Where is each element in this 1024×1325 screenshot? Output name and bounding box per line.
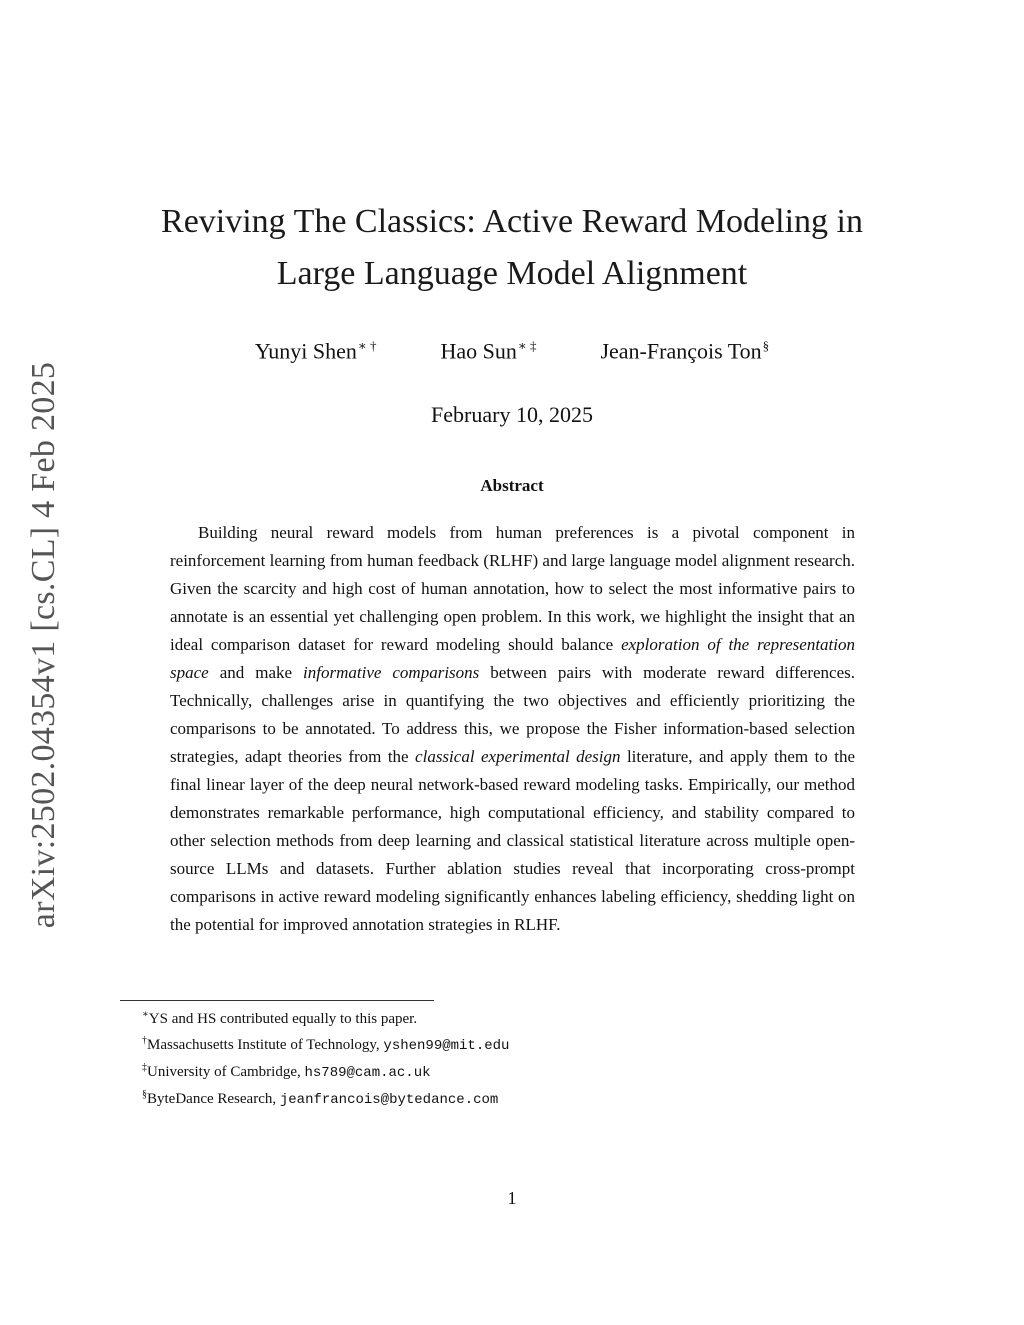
email-yshen[interactable]: yshen99@mit.edu — [383, 1038, 510, 1054]
arxiv-side-identifier: arXiv:2502.04354v1 [cs.CL] 4 Feb 2025 — [25, 361, 62, 929]
abstract-body: Building neural reward models from human preferences is a pivotal component in reinforcement learning from human feedback (RLHF) and large language model alignment research. Given the scarcity and high cost of human annotation, how to select the most informative pairs to annotate is an essential yet challenging open problem. In this work, we highlight the insight that an ideal comparison dataset for reward modeling should balance exploration of the representation space and make informative comparisons between pairs with moderate reward differences. Technically, challenges arise in quantifying the two objectives and efficiently prioritizing the comparisons to be annotated. To address this, we propose the Fisher information-based selection strategies, adapt theories from the classical experimental design literature, and apply them to the final linear layer of the deep neural network-based reward modeling tasks. Empirically, our method demonstrates remarkable performance, high computational efficiency, and stability compared to other selection methods from deep learning and classical statistical literature across multiple open-source LLMs and datasets. Further ablation studies reveal that incorporating cross-prompt comparisons in active reward modeling significantly enhances labeling efficiency, shedding light on the potential for improved annotation strategies in RLHF. — [170, 523, 856, 934]
email-hs[interactable]: hs789@cam.ac.uk — [304, 1065, 431, 1081]
abstract-emphasis-1: exploration of the representation space — [170, 635, 855, 682]
footnote-mit: †Massachusetts Institute of Technology, yshen99@mit.edu — [142, 1035, 510, 1054]
publication-date: February 10, 2025 — [431, 402, 593, 427]
author-2-marks: ∗ ‡ — [517, 338, 537, 353]
abstract-heading: Abstract — [480, 476, 544, 495]
page-number: 1 — [507, 1188, 517, 1208]
abstract-emphasis-2: informative comparisons — [303, 663, 480, 682]
author-1-marks: ∗ † — [357, 338, 377, 353]
footnote-divider — [120, 1000, 434, 1001]
paper-title — [120, 196, 904, 300]
footnote-equal-contribution: ∗YS and HS contributed equally to this paper. — [142, 1009, 418, 1027]
footnotes — [142, 1004, 509, 1111]
author-3-marks: § — [762, 338, 770, 353]
author-2: Hao Sun∗ ‡ — [440, 338, 537, 364]
author-1: Yunyi Shen∗ † — [254, 338, 377, 364]
author-3: Jean-François Ton§ — [600, 338, 770, 364]
title-line-1: Reviving The Classics: Active Reward Modeling in — [161, 203, 863, 240]
author-list — [120, 338, 904, 364]
footnote-cambridge: ‡University of Cambridge, hs789@cam.ac.uk — [142, 1062, 431, 1081]
abstract-emphasis-3: classical experimental design — [415, 747, 621, 766]
footnote-bytedance: §ByteDance Research, jeanfrancois@bytedance.com — [142, 1089, 499, 1108]
title-line-2: Large Language Model Alignment — [276, 255, 748, 292]
email-jeanfrancois[interactable]: jeanfrancois@bytedance.com — [279, 1092, 499, 1108]
